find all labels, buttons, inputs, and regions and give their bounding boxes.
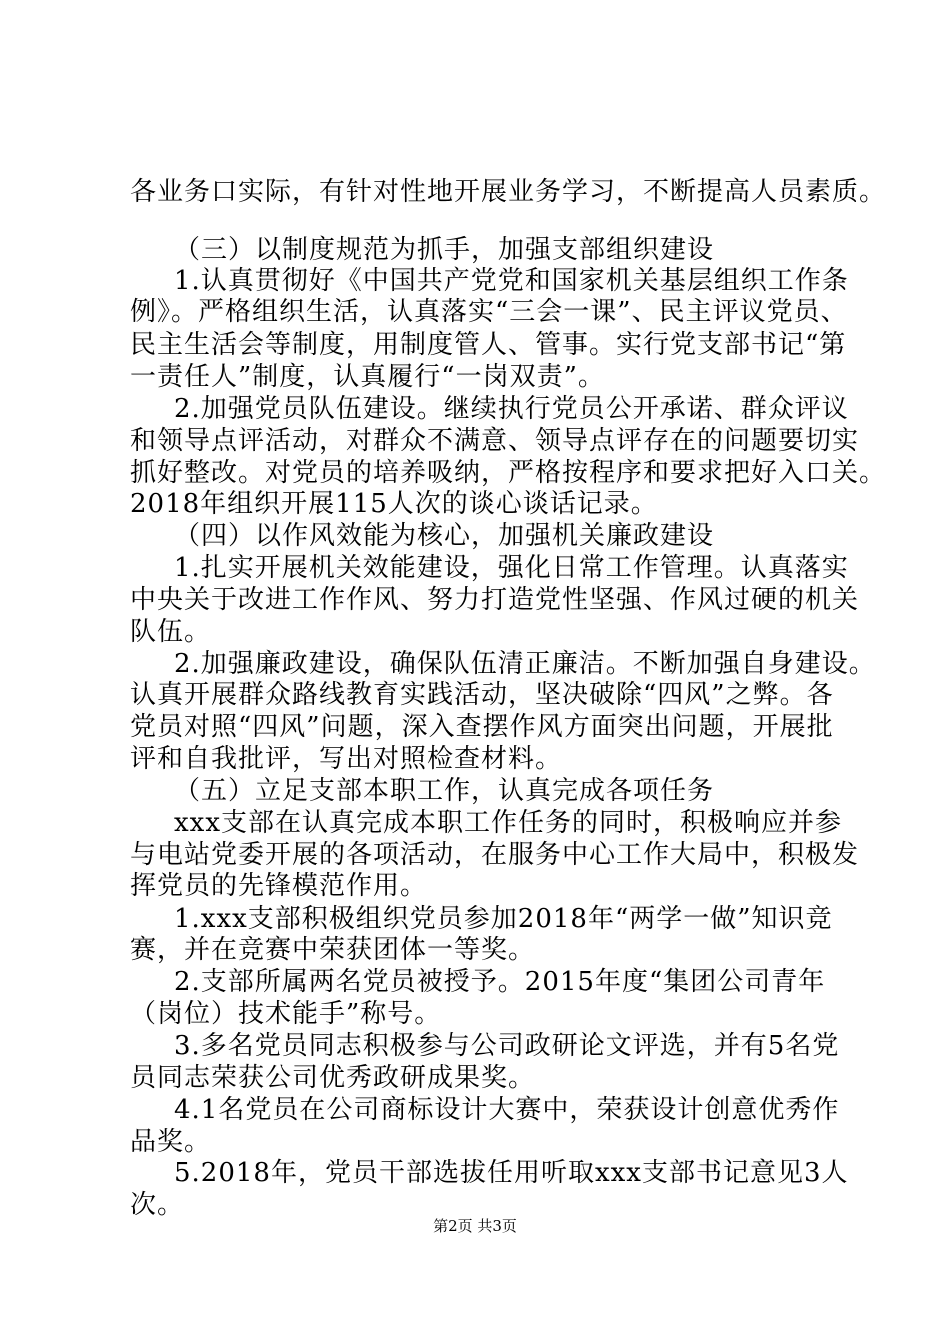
body-line: 1.认真贯彻好《中国共产党党和国家机关基层组织工作条: [174, 266, 849, 296]
body-line: 与电站党委开展的各项活动，在服务中心工作大局中，积极发: [130, 840, 860, 870]
body-line: 中央关于改进工作作风、努力打造党性坚强、作风过硬的机关: [130, 585, 860, 615]
body-line: 2.支部所属两名党员被授予。2015年度“集团公司青年: [174, 967, 826, 997]
body-line: 认真开展群众路线教育实践活动，坚决破除“四风”之弊。各: [130, 680, 834, 710]
body-line: 队伍。: [130, 617, 212, 647]
body-line: （岗位）技术能手”称号。: [130, 999, 442, 1029]
body-line: 例》。严格组织生活，认真落实“三会一课”、民主评议党员、: [130, 297, 848, 327]
body-line: 品奖。: [130, 1127, 212, 1157]
body-line: 赛，并在竞赛中荣获团体一等奖。: [130, 935, 536, 965]
section-heading: （四）以作风效能为核心，加强机关廉政建设: [174, 521, 715, 551]
body-line: 员同志荣获公司优秀政研成果奖。: [130, 1063, 536, 1093]
body-line: 和领导点评活动，对群众不满意、领导点评存在的问题要切实: [130, 426, 860, 456]
body-line: 3.多名党员同志积极参与公司政研论文评选，并有5名党: [174, 1031, 840, 1061]
body-line: xxx支部在认真完成本职工作任务的同时，积极响应并参: [174, 808, 842, 838]
page-footer: 第2页 共3页: [433, 1217, 517, 1235]
body-line: 一责任人”制度，认真履行“一岗双责”。: [130, 362, 605, 392]
body-line: 2.加强廉政建设，确保队伍清正廉洁。不断加强自身建设。: [174, 649, 876, 679]
body-line: 民主生活会等制度，用制度管人、管事。实行党支部书记“第: [130, 330, 847, 360]
section-heading: （五）立足支部本职工作，认真完成各项任务: [174, 776, 715, 806]
body-line: 5.2018年，党员干部选拔任用听取xxx支部书记意见3人: [174, 1158, 849, 1188]
section-heading: （三）以制度规范为抓手，加强支部组织建设: [174, 235, 715, 265]
body-line: 党员对照“四风”问题，深入查摆作风方面突出问题，开展批: [130, 712, 834, 742]
body-line: 评和自我批评，写出对照检查材料。: [130, 744, 563, 774]
body-line: 4.1名党员在公司商标设计大赛中，荣获设计创意优秀作: [174, 1095, 840, 1125]
body-line: 2018年组织开展115人次的谈心谈话记录。: [130, 489, 658, 519]
body-line: 2.加强党员队伍建设。继续执行党员公开承诺、群众评议: [174, 394, 849, 424]
body-line: 次。: [130, 1190, 185, 1220]
body-line: 1.xxx支部积极组织党员参加2018年“两学一做”知识竞: [174, 904, 833, 934]
body-line: 抓好整改。对党员的培养吸纳，严格按程序和要求把好入口关。: [130, 458, 887, 488]
body-line: 1.扎实开展机关效能建设，强化日常工作管理。认真落实: [174, 553, 849, 583]
body-line: 各业务口实际，有针对性地开展业务学习，不断提高人员素质。: [130, 177, 887, 207]
body-line: 挥党员的先锋模范作用。: [130, 871, 428, 901]
